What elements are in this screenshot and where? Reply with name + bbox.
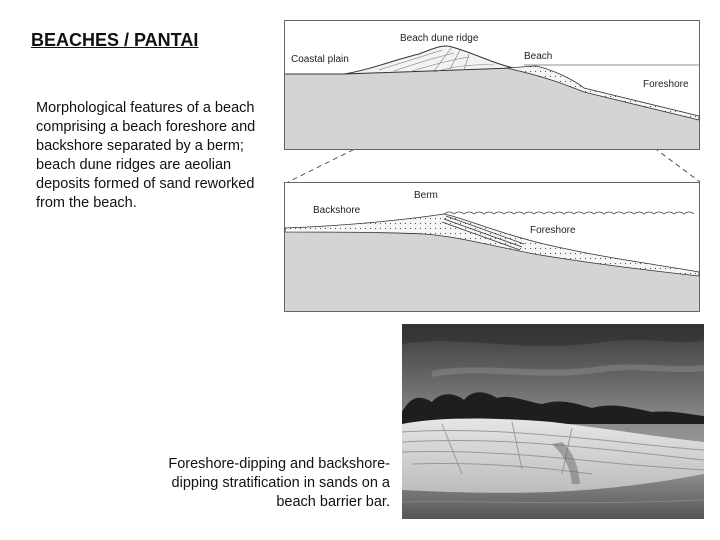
beach-stratification-photo bbox=[402, 324, 704, 519]
photo-caption: Foreshore-dipping and backshore-dipping stratification in sands on a beach barrier bar. bbox=[168, 456, 390, 510]
beach-profile-diagram bbox=[284, 20, 700, 150]
label-berm: Berm bbox=[414, 190, 438, 201]
diagram-description: Morphological features of a beach comprising a beach foreshore and backshore separated by a berm; beach dune ridges are aeolian deposits formed of sand reworked from the beach. bbox=[36, 100, 256, 211]
label-beach-dune-ridge: Beach dune ridge bbox=[400, 33, 479, 44]
label-foreshore-bottom: Foreshore bbox=[530, 225, 576, 236]
label-backshore: Backshore bbox=[313, 205, 361, 216]
label-coastal-plain: Coastal plain bbox=[291, 54, 349, 65]
berm-detail-diagram bbox=[284, 182, 700, 312]
slide-title: BEACHES / PANTAI bbox=[31, 30, 199, 50]
label-foreshore-top: Foreshore bbox=[643, 79, 689, 90]
label-beach: Beach bbox=[524, 51, 553, 62]
